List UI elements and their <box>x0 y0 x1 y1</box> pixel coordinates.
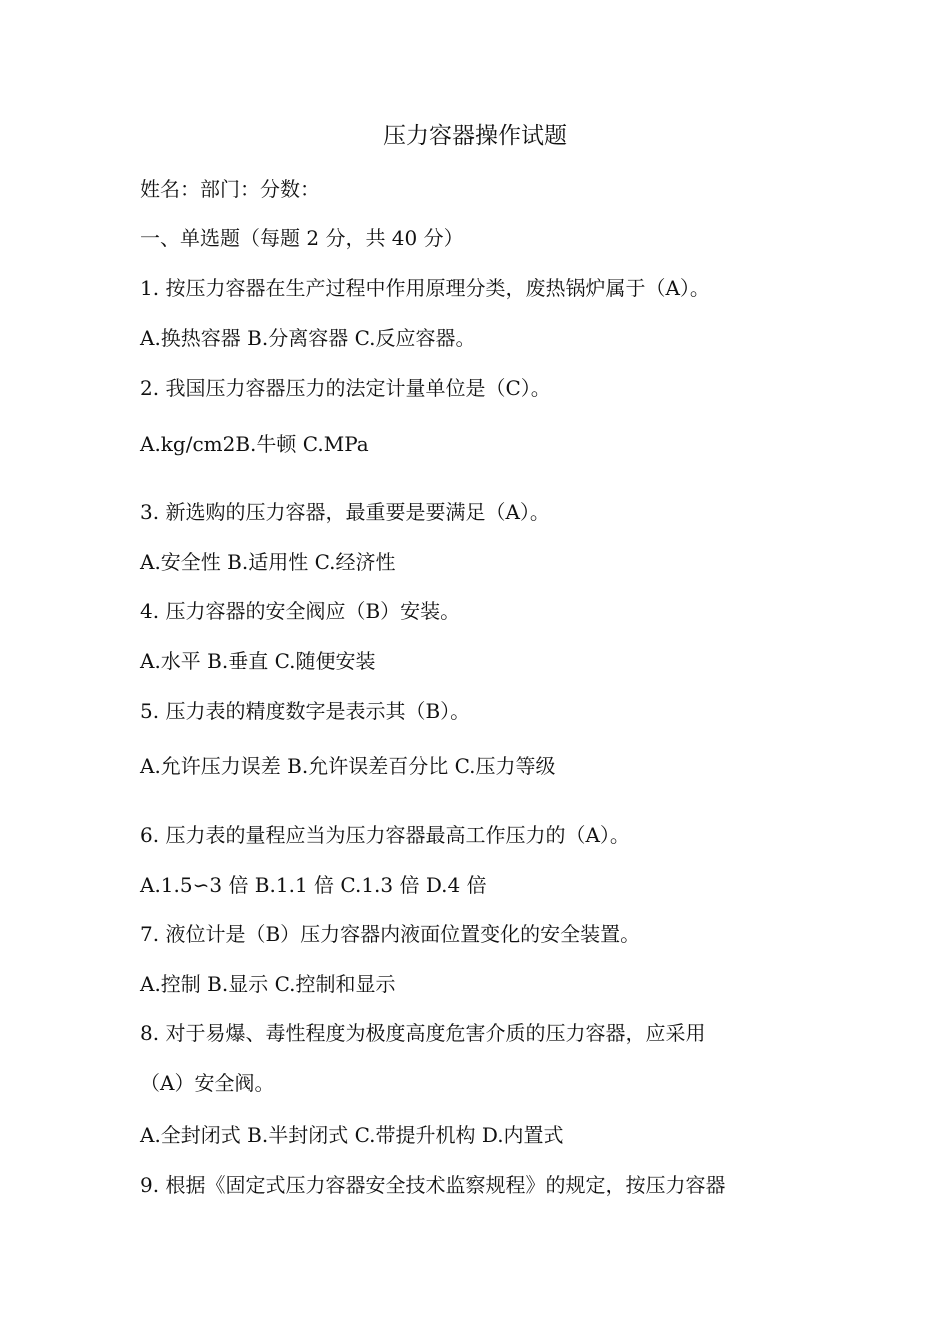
question-3: 3. 新选购的压力容器，最重要是要满足（A）。 <box>140 500 550 524</box>
question-4: 4. 压力容器的安全阀应（B）安装。 <box>140 599 461 623</box>
question-7: 7. 液位计是（B）压力容器内液面位置变化的安全装置。 <box>140 922 641 946</box>
question-2-options: A.kg/cm2B.牛顿 C.MPa <box>140 432 369 456</box>
question-2: 2. 我国压力容器压力的法定计量单位是（C）。 <box>140 376 551 400</box>
question-9: 9. 根据《固定式压力容器安全技术监察规程》的规定，按压力容器 <box>140 1173 726 1197</box>
document-title: 压力容器操作试题 <box>383 123 567 149</box>
question-5-options: A.允许压力误差 B.允许误差百分比 C.压力等级 <box>140 754 556 778</box>
question-8-options: A.全封闭式 B.半封闭式 C.带提升机构 D.内置式 <box>140 1123 564 1147</box>
question-5: 5. 压力表的精度数字是表示其（B）。 <box>140 699 471 723</box>
question-7-options: A.控制 B.显示 C.控制和显示 <box>140 972 396 996</box>
section-heading: 一、单选题（每题 2 分，共 40 分） <box>140 226 464 250</box>
question-1: 1. 按压力容器在生产过程中作用原理分类，废热锅炉属于（A）。 <box>140 276 710 300</box>
question-8: 8. 对于易爆、毒性程度为极度高度危害介质的压力容器，应采用 <box>140 1021 706 1045</box>
header-fields: 姓名：部门：分数： <box>140 177 320 201</box>
question-8-continued: （A）安全阀。 <box>140 1071 275 1095</box>
question-4-options: A.水平 B.垂直 C.随便安装 <box>140 649 376 673</box>
question-3-options: A.安全性 B.适用性 C.经济性 <box>140 550 396 574</box>
question-6: 6. 压力表的量程应当为压力容器最高工作压力的（A）。 <box>140 823 630 847</box>
question-1-options: A.换热容器 B.分离容器 C.反应容器。 <box>140 326 476 350</box>
question-6-options: A.1.5∽3 倍 B.1.1 倍 C.1.3 倍 D.4 倍 <box>140 873 487 897</box>
